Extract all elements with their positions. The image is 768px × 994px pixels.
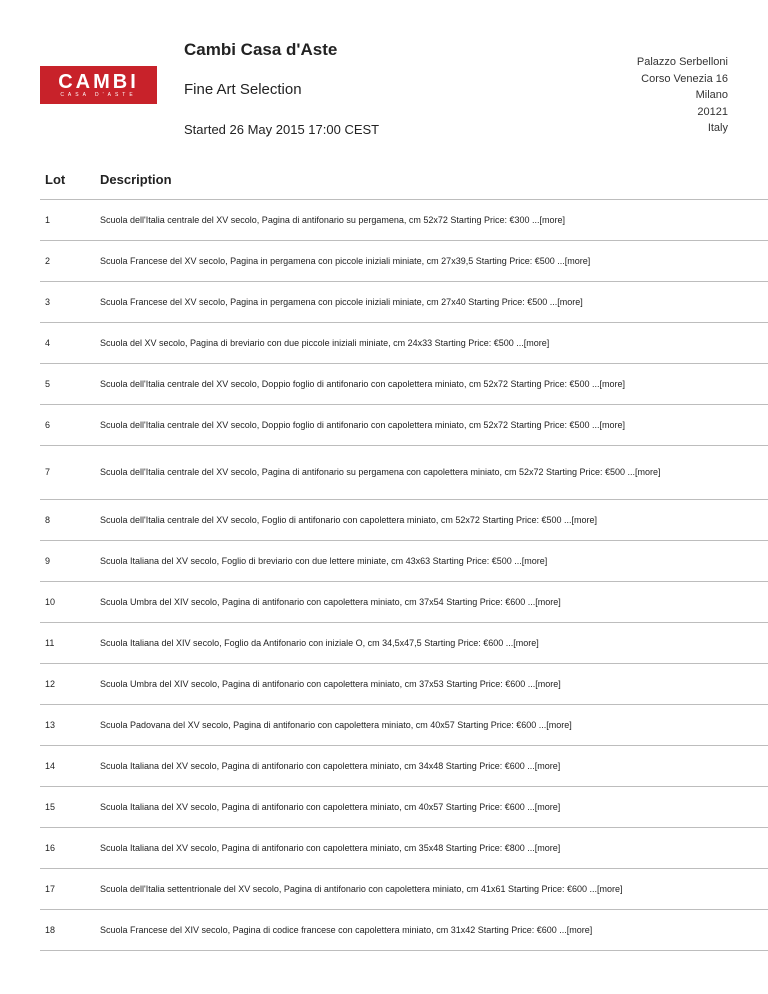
lot-number: 18: [45, 924, 56, 935]
lot-description[interactable]: Scuola Francese del XV secolo, Pagina in pergamena con piccole iniziali miniate, cm 27x39,5 Starting Price: €500 ...[more]: [100, 255, 591, 266]
address-line: Corso Venezia 16: [641, 72, 728, 85]
lot-description[interactable]: Scuola dell'Italia centrale del XV secolo, Pagina di antifonario su pergamena con capolettera miniato, cm 52x72 Starting Price: €500 ...[more]: [100, 467, 661, 477]
lot-description[interactable]: Scuola dell'Italia settentrionale del XV secolo, Pagina di antifonario con capolettera miniato, cm 41x61 Starting Price: €600 ...[more]: [100, 883, 623, 894]
table-row[interactable]: [40, 705, 768, 746]
lot-description[interactable]: Scuola Italiana del XV secolo, Pagina di antifonario con capolettera miniato, cm 40x57 Starting Price: €600 ...[more]: [100, 801, 561, 812]
lot-description[interactable]: Scuola dell'Italia centrale del XV secolo, Pagina di antifonario su pergamena, cm 52x72 Starting Price: €300 ...[more]: [100, 214, 565, 225]
lot-description[interactable]: Scuola Umbra del XIV secolo, Pagina di antifonario con capolettera miniato, cm 37x54 Starting Price: €600 ...[more]: [100, 596, 561, 607]
sale-start-date: Started 26 May 2015 17:00 CEST: [184, 122, 380, 137]
column-header-description: Description: [100, 172, 172, 187]
lot-description[interactable]: Scuola dell'Italia centrale del XV secolo, Doppio foglio di antifonario con capolettera miniato, cm 52x72 Starting Price: €500 ...[more]: [100, 378, 626, 389]
table-header: [40, 160, 768, 200]
lot-description[interactable]: Scuola Italiana del XV secolo, Pagina di antifonario con capolettera miniato, cm 34x48 Starting Price: €600 ...[more]: [100, 760, 561, 771]
table-row[interactable]: [40, 582, 768, 623]
lot-number: 6: [45, 419, 51, 430]
lot-description[interactable]: Scuola dell'Italia centrale del XV secolo, Foglio di antifonario con capolettera miniato, cm 52x72 Starting Price: €500 ...[more]: [100, 514, 597, 525]
lot-number: 17: [45, 883, 56, 894]
lot-number: 2: [45, 255, 51, 266]
address-line: Palazzo Serbelloni: [636, 56, 728, 68]
lot-description[interactable]: Scuola Italiana del XV secolo, Pagina di antifonario con capolettera miniato, cm 35x48 Starting Price: €800 ...[more]: [100, 842, 561, 853]
address-line: Italy: [707, 122, 728, 134]
logo-text: CAMBI: [58, 70, 139, 93]
table-row[interactable]: [40, 364, 768, 405]
lot-description[interactable]: Scuola Francese del XIV secolo, Pagina di codice francese con capolettera miniato, cm 31x42 Starting Price: €600 ...[more]: [100, 924, 593, 935]
table-row[interactable]: [40, 541, 768, 582]
lot-number: 15: [45, 801, 56, 812]
lot-description[interactable]: Scuola Padovana del XV secolo, Pagina di antifonario con capolettera miniato, cm 40x57 Starting Price: €600 ...[more]: [100, 719, 572, 730]
auction-address: [637, 54, 728, 137]
lot-number: 7: [45, 467, 51, 477]
lot-description[interactable]: Scuola Umbra del XIV secolo, Pagina di antifonario con capolettera miniato, cm 37x53 Starting Price: €600 ...[more]: [100, 678, 561, 689]
table-row[interactable]: [40, 500, 768, 541]
table-row[interactable]: [40, 241, 768, 282]
lot-number: 13: [45, 719, 56, 730]
table-row[interactable]: [40, 869, 768, 910]
sale-title: Fine Art Selection: [184, 81, 302, 98]
column-header-lot: Lot: [45, 172, 66, 187]
lot-description[interactable]: Scuola Italiana del XIV secolo, Foglio da Antifonario con iniziale O, cm 34,5x47,5 Starting Price: €600 ...[more]: [100, 637, 539, 648]
table-row[interactable]: [40, 664, 768, 705]
lot-number: 5: [45, 378, 51, 389]
table-row[interactable]: [40, 623, 768, 664]
lot-number: 12: [45, 678, 56, 689]
address-line: Milano: [695, 89, 728, 101]
lot-rows: [40, 200, 768, 951]
table-row[interactable]: [40, 787, 768, 828]
table-row[interactable]: [40, 282, 768, 323]
lot-number: 9: [45, 555, 51, 566]
auction-house-name: Cambi Casa d'Aste: [184, 40, 338, 59]
lot-description[interactable]: Scuola Francese del XV secolo, Pagina in pergamena con piccole iniziali miniate, cm 27x40 Starting Price: €500 ...[more]: [100, 296, 583, 307]
table-row[interactable]: [40, 446, 768, 500]
address-line: 20121: [697, 105, 728, 118]
lot-number: 4: [45, 337, 51, 348]
lot-description[interactable]: Scuola dell'Italia centrale del XV secolo, Doppio foglio di antifonario con capolettera miniato, cm 52x72 Starting Price: €500 ...[more]: [100, 419, 626, 430]
table-row[interactable]: [40, 746, 768, 787]
lots-table: [40, 160, 768, 951]
cambi-logo: [40, 66, 157, 104]
table-row[interactable]: [40, 200, 768, 241]
table-row[interactable]: [40, 323, 768, 364]
lot-number: 14: [45, 760, 56, 771]
table-row[interactable]: [40, 828, 768, 869]
lot-number: 3: [45, 296, 51, 307]
table-row[interactable]: [40, 910, 768, 951]
table-row[interactable]: [40, 405, 768, 446]
lot-description[interactable]: Scuola Italiana del XV secolo, Foglio di breviario con due lettere miniate, cm 43x63 Starting Price: €500 ...[more]: [100, 555, 548, 566]
lot-number: 11: [45, 637, 55, 648]
lot-number: 10: [45, 596, 56, 607]
lot-number: 8: [45, 514, 51, 525]
logo-subtext: CASA D'ASTE: [60, 91, 137, 98]
lot-number: 16: [45, 842, 56, 853]
lot-description[interactable]: Scuola del XV secolo, Pagina di breviario con due piccole iniziali miniate, cm 24x33 Starting Price: €500 ...[more]: [100, 337, 550, 348]
lot-number: 1: [45, 214, 51, 225]
